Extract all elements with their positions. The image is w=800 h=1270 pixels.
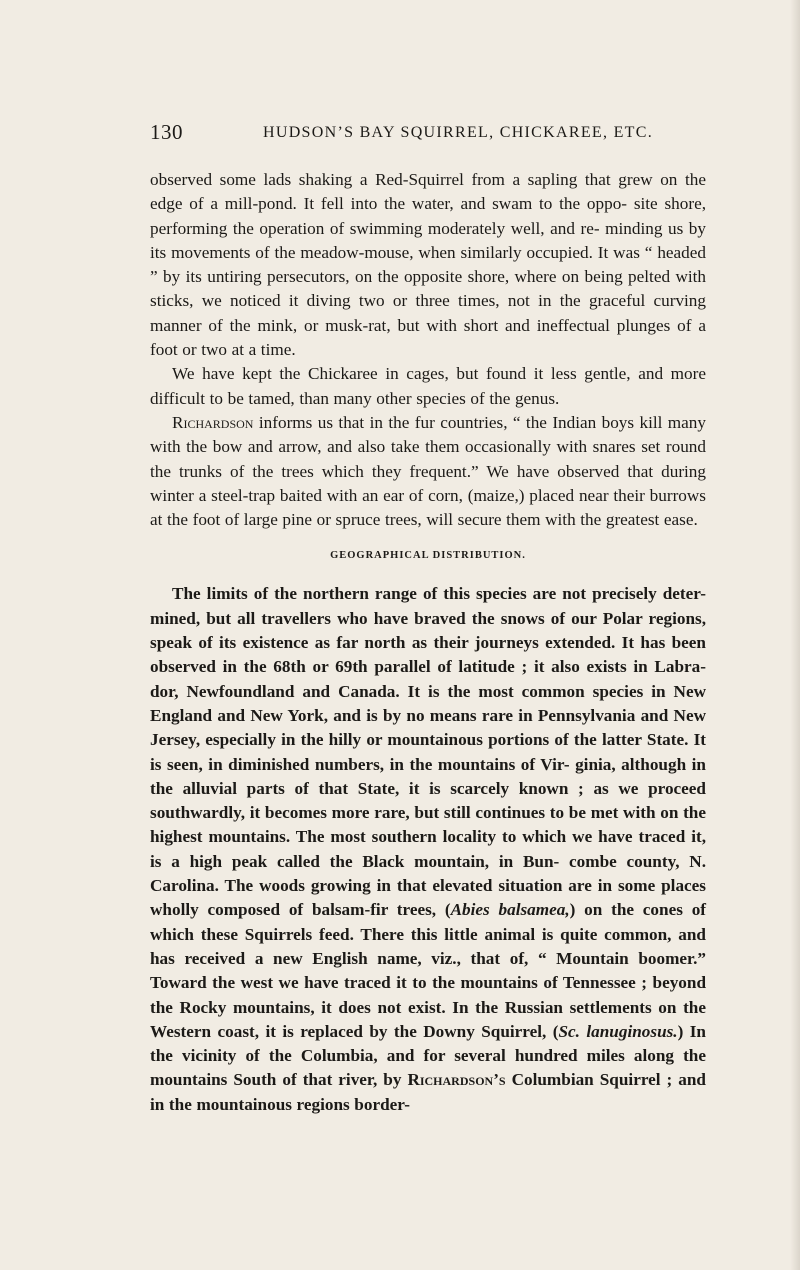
author-name-richardson: Richardson [172, 412, 254, 432]
page-number: 130 [150, 120, 183, 144]
paragraph-text-part-3: ) In the vicinity of the Columbia, and for several hundred miles along the mountains South of that river, by [150, 1021, 706, 1090]
body-text [150, 168, 706, 1117]
species-name-sc-lanuginosus: Sc. lanuginosus. [558, 1021, 678, 1041]
paragraph-chickaree-cages: We have kept the Chickaree in cages, but found it less gentle, and more difficult to be tamed, than many other species of the genus. [150, 364, 706, 408]
page-header [150, 118, 706, 146]
paragraph-text-part-2: ) on the cones of which these Squirrels feed. There this little animal is quite common, and has received a new English name, viz., that of, “ Mountain boomer.” Toward the west we have traced it to the mountains of Tennessee ; beyond the Rocky mountains, it does not exist. In the Russian settlements on the Western coast, it is replaced by the Downy Squirrel, ( [150, 900, 707, 1041]
page-edge-shadow [790, 0, 800, 1270]
paragraph-text-part-4: Columbian Squirrel ; and in the mountainous regions border- [150, 1070, 706, 1114]
paragraph-text-part-1: The limits of the northern range of this species are not precisely deter- mined, but all travellers who have braved the snows of our Polar regions, speak of its existence as far north as their journeys extended. It has been observed in the 68th or 69th parallel of latitude ; it also exists in Labra- dor, Newfoundland and Canada. It is the most common species in New England and New York, and is by no means rare in Pennsylvania and New Jersey, especially in the hilly or mountainous portions of the latter State. It is seen, in diminished numbers, in the mountains of Vir- ginia, although in the alluvial parts of that State, it is scarcely known ; as we proceed southwardly, it becomes more rare, but still continues to be met with on the highest mountains. The most southern locality to which we have traced it, is a high peak called the Black mountain, in Bun- combe county, N. Carolina. The woods growing in that elevated situation are in some places wholly composed of balsam-fir trees, ( [150, 584, 706, 920]
paragraph-richardson-fur-countries [150, 411, 706, 532]
running-head: HUDSON’S BAY SQUIRREL, CHICKAREE, ETC. [262, 124, 654, 141]
paragraph-text: informs us that in the fur countries, “ the Indian boys kill many with the bow and arrow, and also take them occasionally with snares set round the trunks of the trees which they frequent.” We have observed that during winter a steel-trap baited with an ear of corn, (maize,) placed near their burrows at the foot of large pine or spruce trees, will secure them with the greatest ease. [150, 412, 706, 530]
section-heading: GEOGRAPHICAL DISTRIBUTION. [330, 550, 526, 562]
paragraph-continued: observed some lads shaking a Red-Squirrel from a sapling that grew on the edge of a mill-pond. It fell into the water, and swam to the oppo- site shore, performing the operation of swimming moderately well, and re- minding us by its movements of the meadow-mouse, when similarly occupied. It was “ headed ” by its untiring persecutors, on the opposite shore, where on being pelted with sticks, we noticed it diving two or three times, not in the graceful curving manner of the mink, or musk-rat, but with short and ineffectual plunges of a foot or two at a time. [150, 170, 706, 360]
author-name-richardsons: Richardson’s [407, 1070, 506, 1090]
species-name-abies-balsamea: Abies balsamea, [450, 900, 570, 920]
paragraph-geographical-distribution [150, 582, 706, 1117]
